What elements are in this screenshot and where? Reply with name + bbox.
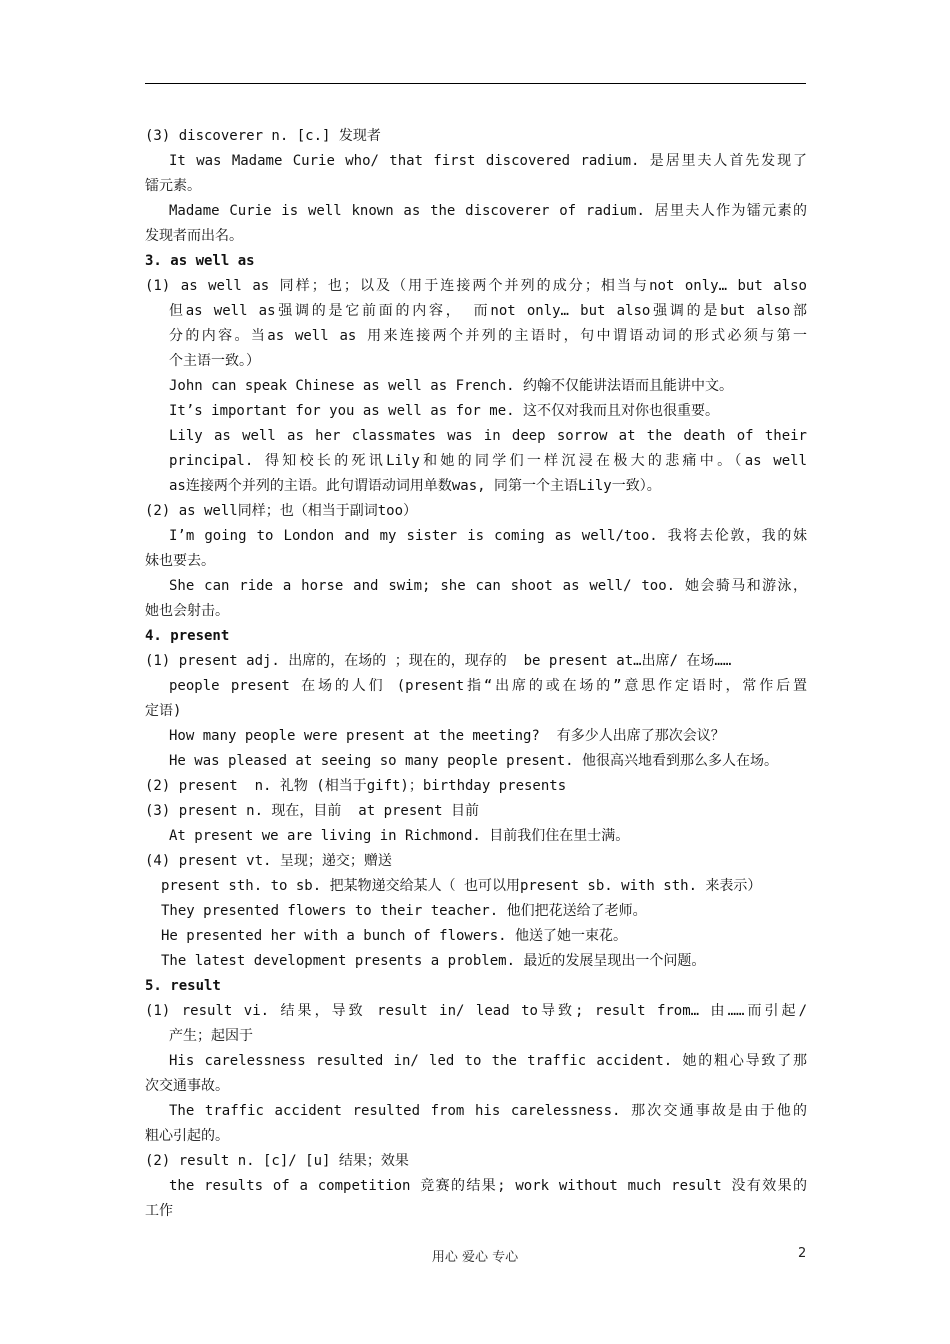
text-line: (2) as well同样；也（相当于副词too）: [145, 503, 418, 519]
text-line: He presented her with a bunch of flowers. 他送了她一束花。: [161, 928, 628, 944]
text-line: (1) result vi. 结果，导致 result in/ lead to导致; result from… 由……而引起/: [145, 1003, 807, 1019]
header-rule: [145, 83, 806, 84]
text-line: (3) present n. 现在，目前 at present 目前: [145, 803, 480, 819]
text-line: He was pleased at seeing so many people present. 他很高兴地看到那么多人在场。: [169, 753, 779, 769]
text-line: 工作: [145, 1203, 173, 1219]
text-line: 个主语一致。）: [169, 353, 260, 369]
text-line: At present we are living in Richmond. 目前我们住在里士满。: [169, 828, 630, 844]
text-line: It’s important for you as well as for me. 这不仅对我而且对你也很重要。: [169, 403, 720, 419]
text-line: It was Madame Curie who/ that first discovered radium. 是居里夫人首先发现了: [169, 153, 807, 169]
section-heading: 5. result: [145, 978, 221, 994]
text-line: 定语): [145, 703, 182, 719]
text-line: She can ride a horse and swim; she can shoot as well/ too. 她会骑马和游泳，: [169, 578, 807, 594]
section-heading: 4. present: [145, 628, 230, 644]
text-line: John can speak Chinese as well as French. 约翰不仅能讲法语而且能讲中文。: [169, 378, 734, 394]
text-line: principal. 得知校长的死讯Lily和她的同学们一样沉浸在极大的悲痛中。（as well: [169, 453, 807, 469]
text-line: present sth. to sb. 把某物递交给某人（ 也可以用present sb. with sth. 来表示）: [161, 878, 762, 894]
text-line: people present 在场的人们 (present指“出席的或在场的”意思作定语时，常作后置: [169, 678, 807, 694]
text-line: 她也会射击。: [145, 603, 229, 619]
text-line: The traffic accident resulted from his carelessness. 那次交通事故是由于他的: [169, 1103, 807, 1119]
text-line: 分的内容。当as well as 用来连接两个并列的主语时，句中谓语动词的形式必须与第一: [169, 328, 807, 344]
text-line: (2) present n. 礼物 (相当于gift)；birthday presents: [145, 778, 567, 794]
text-line: as连接两个并列的主语。此句谓语动词用单数was, 同第一个主语Lily一致）。: [169, 478, 661, 494]
text-line: (1) present adj. 出席的，在场的 ；现在的，现存的 be present at…出席/ 在场……: [145, 653, 732, 669]
text-line: I’m going to London and my sister is coming as well/too. 我将去伦敦，我的妹: [169, 528, 807, 544]
document-body: [145, 124, 807, 1224]
text-line: (2) result n. [c]/ [u] 结果；效果: [145, 1153, 409, 1169]
page-number: 2: [798, 1246, 807, 1261]
text-line: 但as well as强调的是它前面的内容， 而not only… but also强调的是but also部: [169, 303, 807, 319]
text-line: 粗心引起的。: [145, 1128, 229, 1144]
text-line: (3) discoverer n. [c.] 发现者: [145, 128, 381, 144]
text-line: The latest development presents a problem. 最近的发展呈现出一个问题。: [161, 953, 706, 969]
text-line: How many people were present at the meeting? 有多少人出席了那次会议？: [169, 728, 725, 744]
section-heading: 3. as well as: [145, 253, 255, 269]
text-line: Lily as well as her classmates was in deep sorrow at the death of their: [169, 428, 807, 444]
text-line: They presented flowers to their teacher. 他们把花送给了老师。: [161, 903, 647, 919]
text-line: 次交通事故。: [145, 1078, 229, 1094]
text-line: Madame Curie is well known as the discoverer of radium. 居里夫人作为镭元素的: [169, 203, 807, 219]
footer-motto: 用心 爱心 专心: [431, 1250, 519, 1265]
text-line: (4) present vt. 呈现；递交；赠送: [145, 853, 392, 869]
text-line: 妹也要去。: [145, 553, 215, 569]
text-line: 产生；起因于: [169, 1028, 253, 1044]
text-line: (1) as well as 同样；也；以及（用于连接两个并列的成分；相当与not only… but also: [145, 278, 807, 294]
text-line: 发现者而出名。: [145, 228, 243, 244]
text-line: the results of a competition 竞赛的结果; work without much result 没有效果的: [169, 1178, 807, 1194]
text-line: His carelessness resulted in/ led to the traffic accident. 她的粗心导致了那: [169, 1053, 807, 1069]
text-line: 镭元素。: [145, 178, 201, 194]
